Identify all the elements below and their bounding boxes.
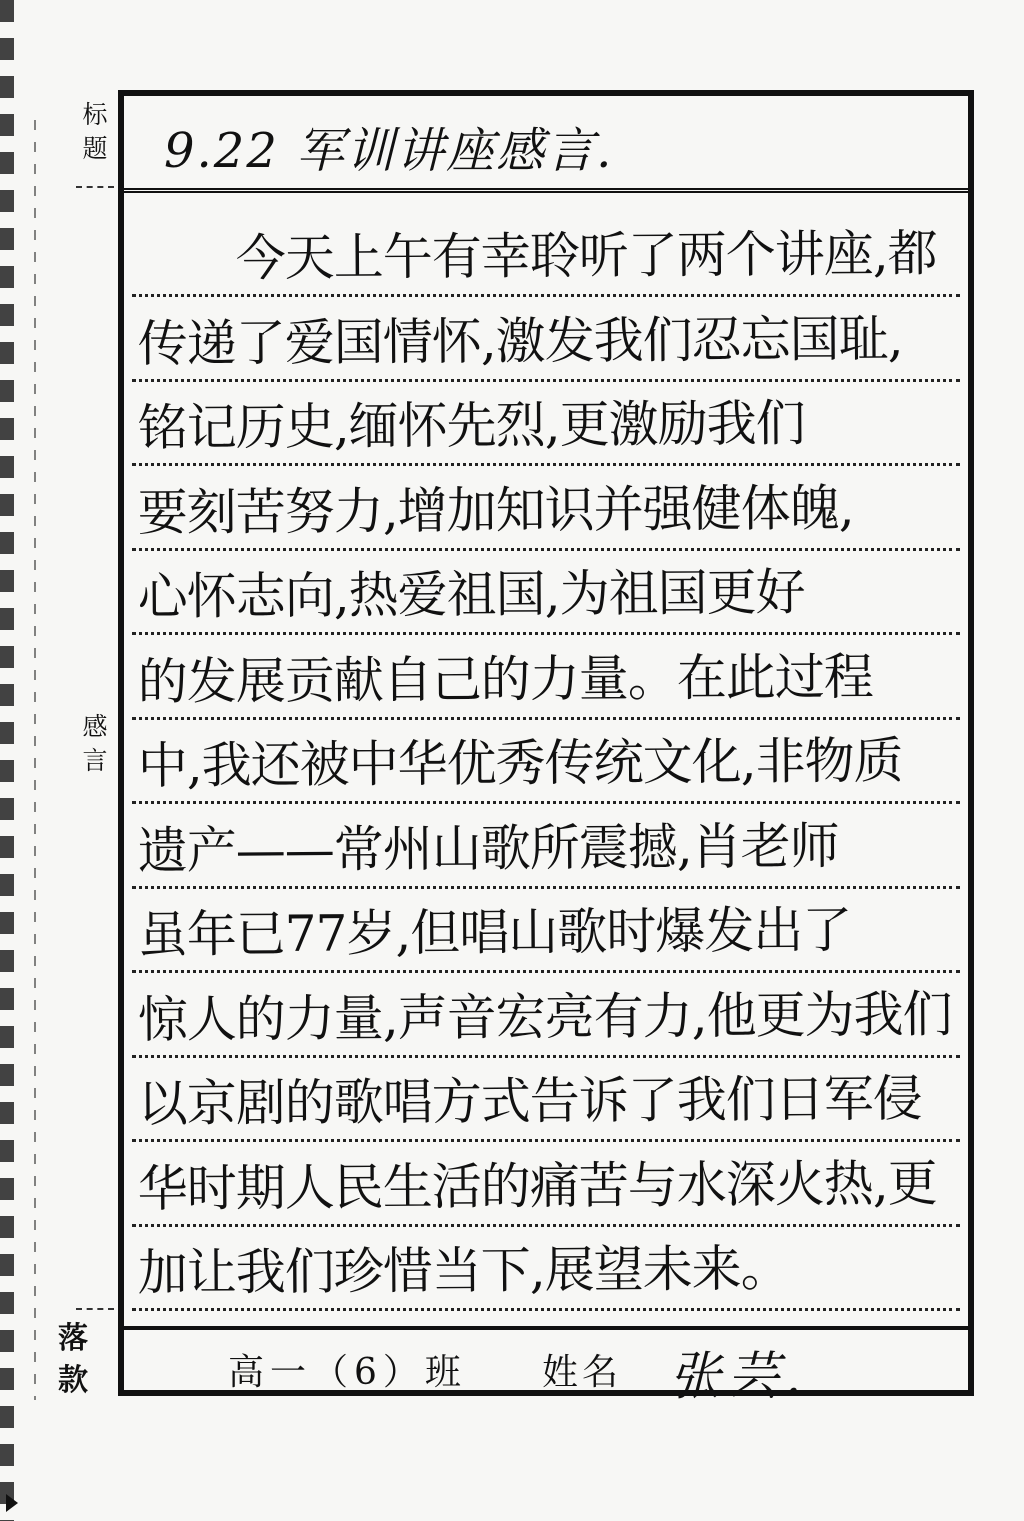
essay-line-text: 惊人的力量,声音宏亮有力,他更为我们: [137, 984, 952, 1049]
binding-dashes: [34, 120, 36, 1400]
essay-line-text: 今天上午有幸聆听了两个讲座,都: [137, 224, 937, 288]
title-row: [124, 96, 968, 193]
body-label-char-1: 感: [82, 712, 108, 741]
title-label-char-2: 题: [82, 134, 108, 163]
essay-line: [132, 725, 960, 804]
signature-label-char-1: 落: [58, 1321, 88, 1356]
essay-line-text: 遗产——常州山歌所震撼,肖老师: [137, 816, 839, 880]
essay-line: [132, 303, 960, 382]
body-label-char-2: 言: [82, 746, 108, 775]
title-side-label: [72, 98, 118, 166]
corner-arrow-mark: [6, 1494, 18, 1512]
essay-line: [132, 1148, 960, 1227]
title-label-char-1: 标: [82, 100, 108, 129]
essay-sheet: [118, 90, 974, 1407]
essay-line-text: 虽年已77岁,但唱山歌时爆发出了: [137, 901, 852, 964]
essay-line: [132, 810, 960, 889]
essay-title: 9.22 军训讲座感言.: [164, 123, 614, 179]
essay-line-text: 传递了爱国情怀,激发我们忍忘国耻,: [137, 309, 903, 373]
essay-line: [132, 472, 960, 551]
essay-line: [132, 556, 960, 635]
essay-line: [132, 979, 960, 1058]
essay-line-text: 以京剧的歌唱方式告诉了我们日军侵: [137, 1069, 922, 1133]
essay-line-text: 铭记历史,缅怀先烈,更激励我们: [137, 394, 805, 457]
essay-line-text: 要刻苦努力,增加知识并强健体魄,: [137, 478, 854, 542]
essay-line-text: 中,我还被中华优秀传统文化,非物质: [137, 731, 903, 795]
binding-edge: [0, 0, 14, 1521]
essay-line: [132, 894, 960, 973]
essay-line-text: 的发展贡献自己的力量。在此过程: [137, 647, 873, 711]
class-name: 高一（6）班: [228, 1352, 467, 1393]
essay-line: [132, 641, 960, 720]
essay-line: [132, 1063, 960, 1142]
essay-line: [132, 1232, 960, 1311]
signature-label-divider: [76, 1308, 114, 1310]
student-name: 张芸.: [669, 1347, 808, 1407]
essay-line-text: 华时期人民生活的痛苦与水深火热,更: [137, 1153, 937, 1218]
title-label-divider: [76, 186, 114, 188]
name-label: 姓名: [542, 1352, 623, 1393]
essay-line: [132, 387, 960, 466]
signature-label-char-2: 款: [58, 1363, 88, 1398]
body-side-label: [72, 710, 118, 778]
essay-line-text: 心怀志向,热爱祖国,为祖国更好: [137, 563, 805, 626]
essay-line-text: 加让我们珍惜当下,展望未来。: [137, 1239, 790, 1302]
signature-row: [124, 1326, 968, 1406]
essay-line: [132, 218, 960, 297]
signature-side-label: [50, 1318, 96, 1402]
